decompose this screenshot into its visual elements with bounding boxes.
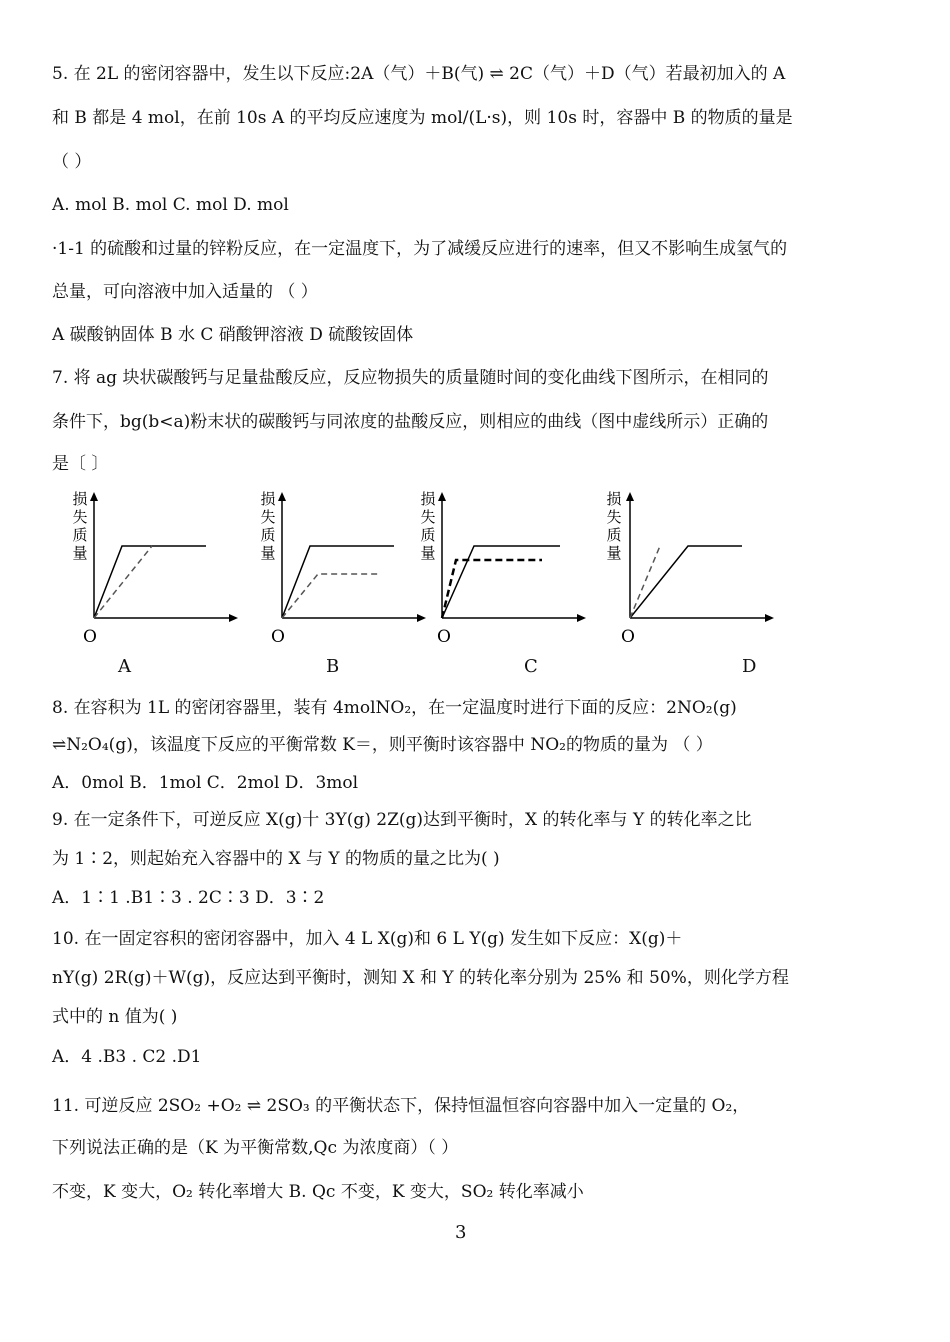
question-9-line-1: 9. 在一定条件下，可逆反应 X(g)十 3Y(g) 2Z(g)达到平衡时，X 的转化率与 Y 的转化率之比 [52,810,752,830]
question-11-line-2: 下列说法正确的是（K 为平衡常数,Qc 为浓度商）（ ） [52,1138,459,1158]
question-5-options: A. mol B. mol C. mol D. mol [52,195,289,215]
svg-text:质: 质 [260,526,276,544]
svg-text:量: 量 [420,544,436,562]
question-6-line-2: 总量，可向溶液中加入适量的 （ ） [52,282,318,302]
svg-text:质: 质 [606,526,622,544]
question-5-line-1: 5. 在 2L 的密闭容器中，发生以下反应:2A（气）＋B(气) ⇌ 2C（气）＋D（气）若最初加入的 A [52,64,786,84]
svg-text:损: 损 [260,490,276,508]
question-11-options: 不变，K 变大，O₂ 转化率增大 B. Qc 不变，K 变大，SO₂ 转化率减小 [52,1182,584,1202]
question-8-line-2: ⇌N₂O₄(g)，该温度下反应的平衡常数 K＝，则平衡时该容器中 NO₂的物质的量为 （ ） [52,735,713,755]
solid-curve [630,546,742,618]
graph-a-label: A [118,656,131,677]
svg-text:损: 损 [420,490,436,508]
svg-text:O: O [83,627,97,647]
question-11-line-1: 11. 可逆反应 2SO₂ +O₂ ⇌ 2SO₃ 的平衡状态下，保持恒温恒容向容器中加入一定量的 O₂， [52,1096,750,1116]
question-6-line-1: ·1-1 的硫酸和过量的锌粉反应，在一定温度下，为了减缓反应进行的速率，但又不影响生成氢气的 [52,239,788,259]
svg-text:质: 质 [420,526,436,544]
question-9-options: A．1∶1 .B1∶3 . 2C∶3 D．3∶2 [52,888,325,908]
graph-a-plot [58,488,248,648]
dashed-curve [94,546,152,618]
svg-text:量: 量 [606,544,622,562]
question-5-line-2: 和 B 都是 4 mol，在前 10s A 的平均反应速度为 mol/(L·s)，则 10s 时，容器中 B 的物质的量是 [52,108,793,128]
question-10-line-2: nY(g) 2R(g)＋W(g)，反应达到平衡时，测知 X 和 Y 的转化率分别为 25% 和 50%，则化学方程 [52,968,789,988]
graph-b-plot [246,488,436,648]
svg-text:O: O [437,627,451,647]
svg-text:失: 失 [260,508,276,526]
dashed-curve [630,546,660,618]
svg-text:O: O [271,627,285,647]
question-7-line-2: 条件下，bg(b<a)粉末状的碳酸钙与同浓度的盐酸反应，则相应的曲线（图中虚线所示）正确的 [52,412,769,432]
question-8-line-1: 8. 在容积为 1L 的密闭容器里，装有 4molNO₂，在一定温度时进行下面的反应：2NO₂(g) [52,698,737,718]
svg-text:质: 质 [72,526,88,544]
question-7-line-1: 7. 将 ag 块状碳酸钙与足量盐酸反应，反应物损失的质量随时间的变化曲线下图所示，在相同的 [52,368,769,388]
page-number: 3 [455,1222,467,1243]
dashed-curve [442,560,542,618]
question-9-line-2: 为 1∶2，则起始充入容器中的 X 与 Y 的物质的量之比为( ) [52,849,500,869]
graph-d [598,488,788,677]
graph-b-label: B [326,656,340,677]
question-10-line-3: 式中的 n 值为( ) [52,1007,178,1027]
graph-c-label: C [524,656,538,677]
question-5-line-3: （ ） [52,152,92,172]
svg-text:失: 失 [72,508,88,526]
svg-text:失: 失 [420,508,436,526]
solid-curve [94,546,206,618]
question-6-options: A 碳酸钠固体 B 水 C 硝酸钾溶液 D 硫酸铵固体 [52,325,414,345]
graph-d-plot [598,488,788,648]
question-7-line-3: 是〔 〕 [52,454,109,474]
svg-text:量: 量 [260,544,276,562]
svg-text:量: 量 [72,544,88,562]
question-10-line-1: 10. 在一固定容积的密闭容器中，加入 4 L X(g)和 6 L Y(g) 发生如下反应：X(g)＋ [52,929,683,949]
graph-b [246,488,436,677]
question-8-options: A．0mol B．1mol C．2mol D．3mol [52,773,359,793]
graph-d-label: D [742,656,757,677]
svg-text:失: 失 [606,508,622,526]
graph-a [58,488,248,677]
solid-curve [282,546,394,618]
graph-c [414,488,604,677]
svg-text:损: 损 [606,490,622,508]
question-7-graphs [58,488,788,688]
svg-text:O: O [621,627,635,647]
solid-curve [442,546,560,618]
graph-c-plot [414,488,604,648]
question-10-options: A．4 .B3 . C2 .D1 [52,1047,202,1067]
svg-text:损: 损 [72,490,88,508]
